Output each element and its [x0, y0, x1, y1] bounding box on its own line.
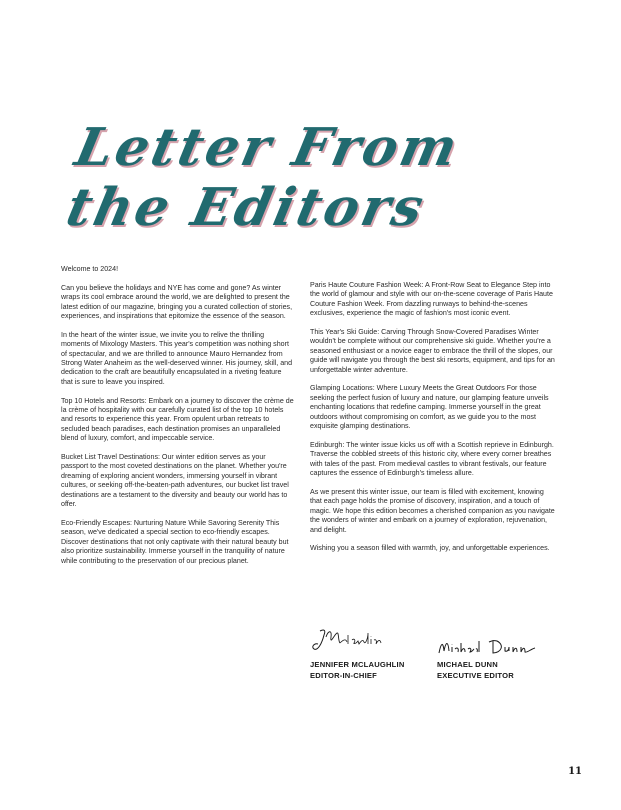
page-number: 11 — [568, 766, 582, 777]
michael-signature — [435, 635, 545, 661]
jennifer-signature-block — [310, 659, 405, 681]
left-column — [61, 265, 294, 575]
glamping-paragraph: Glamping Locations: Where Luxury Meets the Great Outdoors For those seeking the perfect fusion of luxury and nature, our glamping feature unveils enchanting locations that redefine camping. Immerse yourself in the great outdoors without compromising on comfort, as we guide you to the most exquisite glamping destinations. — [310, 384, 549, 431]
jennifer-name: JENNIFER MCLAUGHLIN — [310, 660, 405, 669]
bucket-list-paragraph: Bucket List Travel Destinations: Our winter edition serves as your passport to the most coveted destinations on the planet. Whether you're dreaming of exploring ancient wonders, immersing yourself in vibrant cultures, or seeking off-the-beaten-path adventures, our bucket list travel destinations are a testament to the diversity and beauty our world has to offer. — [61, 453, 289, 509]
mixology-paragraph: In the heart of the winter issue, we invite you to relive the thrilling moments of Mixology Masters. This year's competition was nothing short of spectacular, and we are thrilled to announce Mauro Hernandez from Strong Water Anaheim as the well-deserved winner. His journey, skill, and dedication to the craft are beautifully encapsulated in a riveting feature that is sure to leave you inspired. — [61, 330, 293, 386]
wishes-paragraph: Wishing you a season filled with warmth, joy, and unforgettable experiences. — [310, 544, 550, 553]
page-title — [57, 118, 563, 238]
title-line-2: the Editors — [61, 177, 432, 238]
eco-escapes-paragraph: Eco-Friendly Escapes: Nurturing Nature While Savoring Serenity This season, we've dedicated a special section to eco-friendly escapes. Discover destinations that not only captivate with their natural beauty but also prioritize sustainability. Immerse yourself in the tranquility of nature while contributing to the preservation of our precious planet. — [61, 518, 289, 565]
hotels-paragraph: Top 10 Hotels and Resorts: Embark on a journey to discover the crème de la crème of hospitality with our carefully curated list of the top 10 hotels and resorts to experience this year. From opulent urban retreats to secluded beach paradises, each destination promises an unparalleled blend of luxury, comfort, and impeccable service. — [61, 396, 294, 443]
edinburgh-paragraph: Edinburgh: The winter issue kicks us off with a Scottish reprieve in Edinburgh. Traverse the cobbled streets of this historic city, where every corner breathes with tales of the past. From medieval castles to vibrant festivals, our feature captures the essence of Edinburgh's timeless allure. — [310, 440, 554, 478]
fashion-week-paragraph: Paris Haute Couture Fashion Week: A Front-Row Seat to Elegance Step into the world of glamour and style with our on-the-scene coverage of Paris Haute Couture Fashion Week. From dazzling runways to behind-the-scenes exclusives, experience the magic of fashion's most iconic event. — [310, 281, 553, 318]
michael-role: EXECUTIVE EDITOR — [437, 671, 514, 680]
jennifer-signature — [310, 627, 400, 657]
signatures — [310, 627, 570, 687]
jennifer-role: EDITOR-IN-CHIEF — [310, 671, 377, 680]
title-line-1: Letter From — [70, 117, 466, 178]
right-column — [310, 281, 555, 563]
closing-paragraph: As we present this winter issue, our team is filled with excitement, knowing that each page holds the promise of discovery, inspiration, and a touch of magic. We hope this edition becomes a cherished companion as you navigate the wonders of winter and embark on a journey of exploration, rejuvenation, and delight. — [310, 487, 555, 534]
intro-paragraph: Can you believe the holidays and NYE has come and gone? As winter wraps its cool embrace around the world, we are delighted to present the latest edition of our magazine, bringing you a curated collection of stories, experiences, and inspirations that epitomize the essence of the season. — [61, 283, 293, 321]
greeting-paragraph: Welcome to 2024! — [61, 265, 119, 273]
michael-name: MICHAEL DUNN — [437, 660, 498, 669]
ski-guide-paragraph: This Year's Ski Guide: Carving Through Snow-Covered Paradises Winter wouldn't be complete without our comprehensive ski guide. Whether you're a seasoned enthusiast or a novice eager to embrace the thrill of the slopes, our guide will navigate you through the best ski resorts, equipment, and tips for an unforgettable winter adventure. — [310, 328, 555, 374]
michael-signature-block — [437, 659, 514, 681]
